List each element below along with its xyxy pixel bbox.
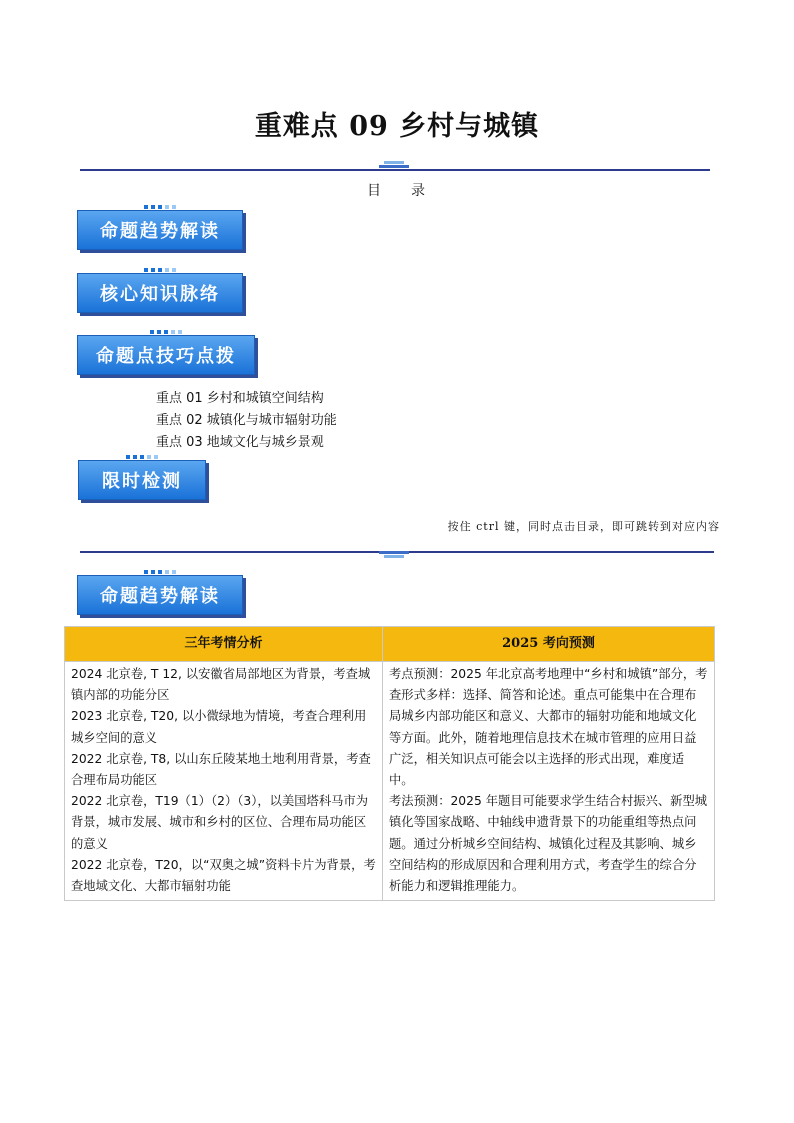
analysis-cell [65,662,383,901]
exam-analysis-table [64,626,715,901]
badge-dots [144,205,176,209]
page-title: 重难点 09 乡村与城镇 [254,111,540,142]
column-header-forecast: 2025 考向预测 [383,627,715,662]
toc-link-trend-label: 命题趋势解读 [100,221,220,242]
toc-link-skills[interactable] [77,335,255,375]
analysis-line: 2022 北京卷，T20，以“双奥之城”资料卡片为背景，考查地域文化、大都市辐射功能 [71,857,376,894]
header-divider-accent [379,165,409,168]
analysis-line: 2024 北京卷, T 12, 以安徽省局部地区为背景，考查城镇内部的功能分区 [71,667,371,703]
toc-item-3[interactable]: 重点 03 地域文化与城乡景观 [156,435,324,450]
badge-dots [144,268,176,272]
toc-link-knowledge-label: 核心知识脉络 [100,284,220,305]
toc-link-trend[interactable] [77,210,243,250]
toc-item-2[interactable]: 重点 02 城镇化与城市辐射功能 [156,413,337,428]
header-divider-accent-light [384,161,404,164]
badge-dots [144,570,176,574]
section-divider-accent [379,551,409,554]
ctrl-click-hint: 按住 ctrl 键，同时点击目录，即可跳转到对应内容 [447,520,720,533]
badge-dots [150,330,182,334]
forecast-paragraph: 考点预测：2025 年北京高考地理中“乡村和城镇”部分，考查形式多样：选择、简答和论述。重点可能集中在合理布局城乡内部功能区和意义、大都市的辐射功能和地域文化等方面。此外，随着地理信息技术在城市管理的应用日益广泛，相关知识点可能会以主选择的形式出现，难度适中。 [389,667,708,788]
toc-heading-right: 录 [411,183,427,199]
toc-heading [0,180,794,200]
section-badge-trend-label: 命题趋势解读 [100,586,220,607]
toc-link-knowledge[interactable] [77,273,243,313]
toc-link-test[interactable] [78,460,206,500]
header-divider [80,169,710,171]
toc-link-test-label: 限时检测 [102,471,182,492]
forecast-cell [383,662,715,901]
analysis-line: 2022 北京卷, T8, 以山东丘陵某地土地利用背景，考查合理布局功能区 [71,751,371,788]
column-header-analysis: 三年考情分析 [65,627,383,662]
badge-dots [126,455,158,459]
analysis-line: 2022 北京卷，T19（1）（2）（3），以美国塔科马市为背景，城市发展、城市和乡村的区位、合理布局功能区的意义 [71,794,369,851]
section-divider-accent-light [384,555,404,558]
section-badge-trend [77,575,243,615]
analysis-line: 2023 北京卷, T20, 以小微绿地为情境，考查合理利用城乡空间的意义 [71,709,367,745]
toc-item-1[interactable]: 重点 01 乡村和城镇空间结构 [156,391,324,406]
toc-heading-left: 目 [367,183,383,199]
forecast-paragraph: 考法预测：2025 年题目可能要求学生结合村振兴、新型城镇化等国家战略、中轴线申遗背景下的功能重组等热点问题。通过分析城乡空间结构、城镇化过程及其影响、城乡空间结构的形成原因和合理利用方式，考查学生的综合分析能力和逻辑推理能力。 [389,794,708,894]
toc-link-skills-label: 命题点技巧点拨 [96,346,236,367]
